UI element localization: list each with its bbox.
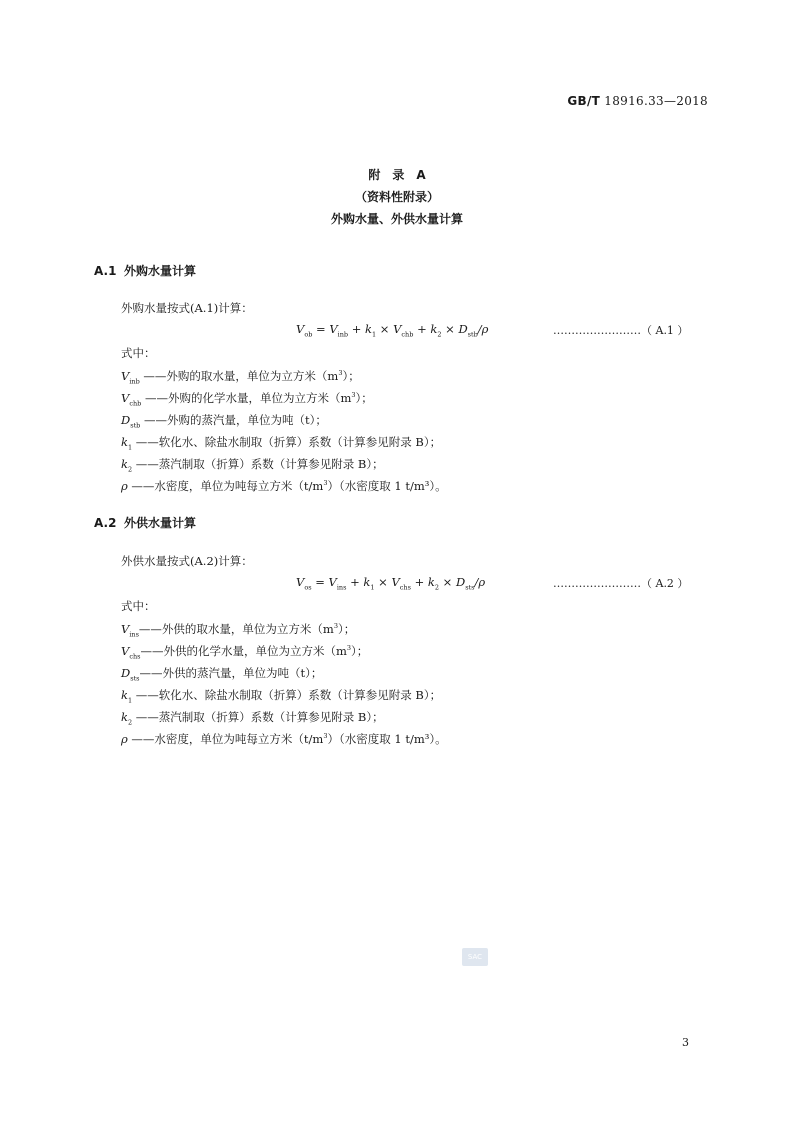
section-heading-a2: A.2 外供水量计算 — [94, 516, 197, 530]
definition-text: ——外供的蒸汽量，单位为吨（t）； — [139, 666, 323, 680]
where-label: 式中： — [121, 346, 156, 360]
definition-text: ——蒸汽制取（折算）系数（计算参见附录 B）； — [132, 710, 384, 724]
standard-number: GB/T 18916.33—2018 — [567, 94, 708, 108]
definition-text: ——水密度，单位为吨每立方米（t/m — [127, 732, 324, 746]
definition-text: ——外购的取水量，单位为立方米（m — [139, 369, 339, 383]
definition-symbol: $V_{inb}$ — [121, 369, 140, 386]
equation-number: ……………………（ A.1 ） — [553, 324, 689, 337]
definition-symbol: $V_{ins}$ — [121, 622, 139, 639]
definition-text: ——蒸汽制取（折算）系数（计算参见附录 B）； — [132, 457, 384, 471]
definition-line: $V_{inb}$ ——外购的取水量，单位为立方米$(m^3)$； — [121, 369, 360, 386]
definition-line: $V_{chs}——$外供的化学水量，单位为立方米$(m^3)$； — [121, 644, 369, 661]
definition-line — [121, 412, 327, 429]
definition-line: $V_{chb}$ ——外购的化学水量，单位为立方米$(m^3)$； — [121, 391, 373, 408]
definition-text: ——软化水、除盐水制取（折算）系数（计算参见附录 B）； — [132, 688, 442, 702]
definition-text: ——外购的化学水量，单位为立方米（m — [141, 391, 352, 405]
formula-a1: $V_{ob} = V_{inb} + k_1 \times V_{chb} + k_2 \times D_{stb}/\rho$ — [296, 322, 489, 339]
definition-symbol: ρ — [121, 479, 128, 493]
definition-text: ——水密度，单位为吨每立方米（t/m — [127, 479, 324, 493]
appendix-heading: 外购水量、外供水量计算 — [330, 212, 463, 226]
definition-line: ρ ——水密度，单位为吨每立方米$(t/m^3)$（水密度取 1 t/m³）。 — [121, 478, 447, 495]
equation-number: ……………………（ A.2 ） — [553, 577, 689, 590]
definition-symbol: $k_2$ — [121, 710, 133, 727]
definition-line: ρ ——水密度，单位为吨每立方米$(t/m^3)$（水密度取 1 t/m³）。 — [121, 731, 447, 748]
definition-symbol: $D_{stb}$ — [121, 413, 141, 430]
definition-line — [121, 456, 384, 473]
appendix-subtitle: （资料性附录） — [354, 190, 439, 204]
page-number: 3 — [682, 1036, 689, 1049]
definition-symbol: $V_{chs}$ — [121, 644, 141, 661]
sac-stamp-logo: SAC — [462, 948, 488, 966]
definition-line — [121, 687, 441, 704]
section-intro: 外购水量按式(A.1)计算： — [121, 301, 253, 315]
definition-text: ——外供的取水量，单位为立方米（m — [138, 622, 334, 636]
formula-a2: $V_{os} = V_{ins} + k_1 \times V_{chs} + k_2 \times D_{sts}/\rho$ — [296, 575, 486, 592]
definition-text: ——软化水、除盐水制取（折算）系数（计算参见附录 B）； — [132, 435, 442, 449]
definition-symbol: $V_{chb}$ — [121, 391, 142, 408]
definition-line — [121, 665, 322, 682]
where-label: 式中： — [121, 599, 156, 613]
definition-line — [121, 434, 441, 451]
definition-text: ——外购的蒸汽量，单位为吨（t）； — [140, 413, 327, 427]
definition-symbol: $k_2$ — [121, 457, 133, 474]
section-intro: 外供水量按式(A.2)计算： — [121, 554, 253, 568]
definition-line — [121, 709, 384, 726]
section-heading-a1: A.1 外购水量计算 — [94, 264, 197, 278]
definition-symbol: ρ — [121, 732, 128, 746]
definition-text: ——外供的化学水量，单位为立方米（m — [140, 644, 347, 658]
definition-symbol: $k_1$ — [121, 688, 133, 705]
appendix-title: 附 录 A — [368, 168, 426, 182]
definition-symbol: $D_{sts}$ — [121, 666, 140, 683]
definition-line: $V_{ins}——$外供的取水量，单位为立方米$(m^3)$； — [121, 622, 356, 639]
definition-symbol: $k_1$ — [121, 435, 133, 452]
